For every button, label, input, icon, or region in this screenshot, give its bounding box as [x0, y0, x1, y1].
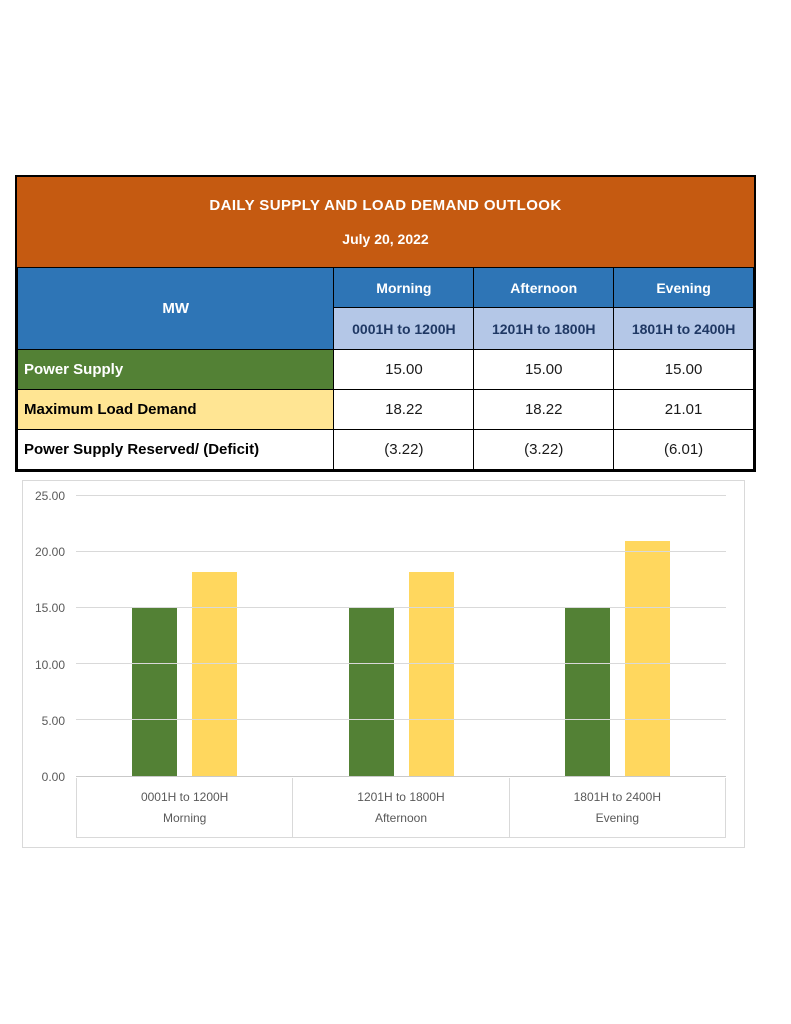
cell-value: 15.00 [614, 350, 754, 390]
gridline [76, 551, 726, 552]
bar-power-supply-evening [565, 608, 610, 776]
cell-value: (3.22) [474, 430, 614, 470]
unit-header-cell: MW [18, 268, 334, 350]
category-afternoon [293, 496, 510, 776]
gridline [76, 663, 726, 664]
cell-value: 18.22 [474, 390, 614, 430]
category-evening [509, 496, 726, 776]
period-header-evening: Evening [614, 268, 754, 308]
y-tick-label: 10.00 [34, 657, 65, 672]
x-label-name: Evening [595, 811, 639, 826]
table-row-reserve-deficit [18, 430, 754, 470]
bar-maximum-load-demand-evening [625, 541, 670, 776]
y-tick-label: 5.00 [41, 713, 65, 728]
cell-value: (3.22) [334, 430, 474, 470]
gridline [76, 607, 726, 608]
bar-power-supply-morning [132, 608, 177, 776]
y-tick-label: 15.00 [34, 601, 65, 616]
cell-value: 15.00 [334, 350, 474, 390]
table-title-banner [17, 177, 754, 267]
period-range-evening: 1801H to 2400H [614, 308, 754, 350]
y-tick-label: 0.00 [41, 770, 65, 784]
bars-row [76, 496, 726, 776]
period-header-morning: Morning [334, 268, 474, 308]
plot-area [76, 496, 726, 777]
row-label-max-load-demand: Maximum Load Demand [18, 390, 334, 430]
data-table [17, 267, 754, 470]
category-morning [76, 496, 293, 776]
x-label-morning [77, 778, 293, 837]
cell-value: (6.01) [614, 430, 754, 470]
period-range-afternoon: 1201H to 1800H [474, 308, 614, 350]
table-row [18, 268, 754, 308]
y-axis [23, 489, 69, 784]
table-row-max-load-demand [18, 390, 754, 430]
row-label-reserve-deficit: Power Supply Reserved/ (Deficit) [18, 430, 334, 470]
cell-value: 15.00 [474, 350, 614, 390]
row-label-power-supply: Power Supply [18, 350, 334, 390]
report-title: DAILY SUPPLY AND LOAD DEMAND OUTLOOK [209, 197, 562, 214]
period-header-afternoon: Afternoon [474, 268, 614, 308]
gridline [76, 495, 726, 496]
x-label-name: Afternoon [374, 811, 428, 826]
outlook-table [15, 175, 756, 472]
x-label-range: 1201H to 1800H [357, 789, 445, 804]
cell-value: 18.22 [334, 390, 474, 430]
y-tick-label: 25.00 [34, 489, 65, 503]
x-label-evening [510, 778, 726, 837]
y-tick-label: 20.00 [34, 545, 65, 560]
supply-demand-bar-chart [22, 480, 745, 848]
x-axis-labels [76, 778, 726, 838]
cell-value: 21.01 [614, 390, 754, 430]
period-range-morning: 0001H to 1200H [334, 308, 474, 350]
bar-maximum-load-demand-afternoon [409, 572, 454, 776]
x-label-range: 1801H to 2400H [573, 789, 662, 804]
table-row-power-supply [18, 350, 754, 390]
x-label-afternoon [293, 778, 509, 837]
bar-power-supply-afternoon [349, 608, 394, 776]
x-label-range: 0001H to 1200H [140, 789, 229, 804]
bar-maximum-load-demand-morning [192, 572, 237, 776]
report-date: July 20, 2022 [342, 231, 429, 247]
gridline [76, 719, 726, 720]
x-label-name: Morning [162, 811, 207, 826]
